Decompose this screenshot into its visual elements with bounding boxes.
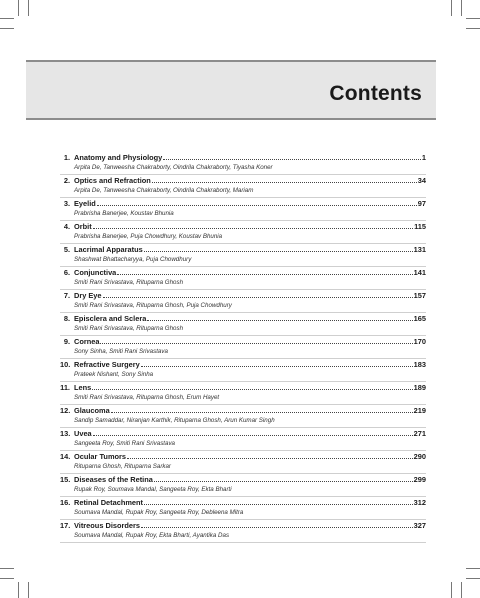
chapter-number: 14. — [60, 452, 71, 461]
toc-entry[interactable] — [60, 290, 426, 313]
toc-entry-line — [60, 428, 426, 439]
chapter-authors: Smiti Rani Srivastava, Rituparna Ghosh, Erum Hayet — [74, 394, 220, 401]
chapter-number: 5. — [63, 245, 70, 254]
crop-mark — [18, 582, 19, 598]
toc-entry[interactable] — [60, 405, 426, 428]
chapter-number: 3. — [63, 199, 70, 208]
dot-leader — [92, 389, 412, 390]
toc-entry[interactable] — [60, 359, 426, 382]
toc-entry[interactable] — [60, 221, 426, 244]
page-title: Contents — [329, 82, 422, 105]
page-number[interactable]: 157 — [413, 291, 426, 300]
toc-entry[interactable] — [60, 451, 426, 474]
toc-entry-line — [60, 175, 426, 186]
toc-entry-line — [60, 313, 426, 324]
chapter-title[interactable]: Glaucoma — [74, 406, 110, 415]
dot-leader — [97, 205, 417, 206]
chapter-authors: Smiti Rani Srivastava, Rituparna Ghosh — [74, 325, 184, 332]
chapter-number: 6. — [63, 268, 70, 277]
chapter-authors: Sandip Samaddar, Niranjan Karthik, Rituparna Ghosh, Arun Kumar Singh — [74, 417, 275, 424]
chapter-authors: Prabrisha Banerjee, Koustav Bhunia — [74, 210, 174, 217]
contents-banner — [26, 60, 436, 120]
page-number[interactable]: 1 — [421, 153, 426, 162]
chapter-authors: Rupak Roy, Soumava Mandal, Sangeeta Roy, Ekta Bharti — [74, 486, 232, 493]
crop-mark — [0, 18, 14, 19]
dot-leader — [93, 228, 413, 229]
page-number[interactable]: 271 — [413, 429, 426, 438]
toc-entry-line — [60, 267, 426, 278]
toc-entry-line — [60, 520, 426, 531]
chapter-title[interactable]: Dry Eye — [74, 291, 102, 300]
chapter-title[interactable]: Episclera and Sclera — [74, 314, 147, 323]
chapter-authors: Soumava Mandal, Rupak Roy, Ekta Bharti, Ayantika Das — [74, 532, 230, 539]
table-of-contents — [60, 152, 426, 543]
chapter-authors: Shashwat Bhattacharyya, Puja Chowdhury — [74, 256, 192, 263]
dot-leader — [141, 527, 413, 528]
chapter-title[interactable]: Retinal Detachment — [74, 498, 143, 507]
toc-entry[interactable] — [60, 428, 426, 451]
chapter-title[interactable]: Vitreous Disorders — [74, 521, 140, 530]
chapter-number: 4. — [63, 222, 70, 231]
dot-leader — [147, 320, 412, 321]
chapter-authors: Smiti Rani Srivastava, Rituparna Ghosh — [74, 279, 184, 286]
chapter-number: 13. — [60, 429, 71, 438]
toc-entry[interactable] — [60, 520, 426, 543]
crop-mark — [0, 578, 14, 579]
dot-leader — [163, 159, 421, 160]
dot-leader — [154, 481, 413, 482]
chapter-number: 1. — [63, 153, 70, 162]
chapter-title[interactable]: Optics and Refraction — [74, 176, 151, 185]
chapter-number: 8. — [63, 314, 70, 323]
page-number[interactable]: 327 — [413, 521, 426, 530]
chapter-title[interactable]: Uvea — [74, 429, 92, 438]
crop-mark — [451, 582, 452, 598]
crop-mark — [466, 568, 480, 569]
chapter-authors: Arpita De, Tanweesha Chakraborty, Oindrila Chakraborty, Tiyasha Koner — [74, 164, 273, 171]
toc-entry-line — [60, 382, 426, 393]
dot-leader — [93, 435, 413, 436]
toc-entry[interactable] — [60, 198, 426, 221]
page-number[interactable]: 165 — [413, 314, 426, 323]
chapter-title[interactable]: Cornea — [74, 337, 100, 346]
toc-entry-line — [60, 198, 426, 209]
chapter-authors: Smiti Rani Srivastava, Rituparna Ghosh, Puja Chowdhury — [74, 302, 232, 309]
chapter-title[interactable]: Eyelid — [74, 199, 96, 208]
toc-entry[interactable] — [60, 175, 426, 198]
page-number[interactable]: 189 — [413, 383, 426, 392]
chapter-number: 11. — [60, 383, 70, 392]
crop-mark — [461, 582, 462, 598]
toc-entry[interactable] — [60, 474, 426, 497]
page-number[interactable]: 131 — [413, 245, 426, 254]
page-number[interactable]: 183 — [413, 360, 426, 369]
toc-entry[interactable] — [60, 336, 426, 359]
toc-entry[interactable] — [60, 497, 426, 520]
toc-entry-line — [60, 405, 426, 416]
toc-entry-line — [60, 290, 426, 301]
chapter-title[interactable]: Orbit — [74, 222, 92, 231]
toc-entry[interactable] — [60, 267, 426, 290]
dot-leader — [141, 366, 413, 367]
page-number[interactable]: 170 — [413, 337, 426, 346]
toc-entry[interactable] — [60, 244, 426, 267]
page-number[interactable]: 97 — [417, 199, 426, 208]
chapter-authors: Sangeeta Roy, Smiti Rani Srivastava — [74, 440, 175, 447]
page-number[interactable]: 299 — [413, 475, 426, 484]
dot-leader — [117, 274, 412, 275]
chapter-title[interactable]: Refractive Surgery — [74, 360, 140, 369]
page-number[interactable]: 141 — [413, 268, 426, 277]
toc-entry[interactable] — [60, 382, 426, 405]
crop-mark — [466, 18, 480, 19]
chapter-number: 16. — [60, 498, 71, 507]
chapter-authors: Sony Sinha, Smiti Rani Srivastava — [74, 348, 168, 355]
dot-leader — [152, 182, 417, 183]
toc-entry[interactable] — [60, 313, 426, 336]
page-number[interactable]: 115 — [414, 222, 426, 231]
toc-entry-line — [60, 497, 426, 508]
chapter-authors: Rituparna Ghosh, Rituparna Sarkar — [74, 463, 171, 470]
chapter-title[interactable]: Lens — [74, 383, 92, 392]
toc-entry-line — [60, 474, 426, 485]
toc-entry-line — [60, 359, 426, 370]
chapter-number: 17. — [60, 521, 71, 530]
crop-mark — [18, 0, 19, 16]
dot-leader — [111, 412, 413, 413]
crop-mark — [461, 0, 462, 16]
chapter-number: 2. — [63, 176, 70, 185]
dot-leader — [144, 504, 413, 505]
chapter-title[interactable]: Ocular Tumors — [74, 452, 127, 461]
toc-entry[interactable] — [60, 152, 426, 175]
chapter-authors: Soumava Mandal, Rupak Roy, Sangeeta Roy, Debleena Mitra — [74, 509, 244, 516]
crop-mark — [466, 578, 480, 579]
crop-mark — [466, 28, 480, 29]
chapter-authors: Prateek Nishant, Sony Sinha — [74, 371, 154, 378]
page-number[interactable]: 34 — [417, 176, 426, 185]
chapter-number: 10. — [60, 360, 71, 369]
chapter-number: 9. — [63, 337, 70, 346]
toc-entry-line — [60, 244, 426, 255]
crop-mark — [28, 582, 29, 598]
chapter-title[interactable]: Conjunctiva — [74, 268, 117, 277]
toc-entry-line — [60, 336, 426, 347]
chapter-number: 12. — [60, 406, 71, 415]
page-number[interactable]: 312 — [413, 498, 426, 507]
chapter-title[interactable]: Diseases of the Retina — [74, 475, 153, 484]
page-number[interactable]: 290 — [413, 452, 426, 461]
dot-leader — [127, 458, 413, 459]
page-number[interactable]: 219 — [413, 406, 426, 415]
chapter-authors: Arpita De, Tanweesha Chakraborty, Oindrila Chakraborty, Mariam — [74, 187, 254, 194]
dot-leader — [103, 297, 413, 298]
toc-entry-line — [60, 451, 426, 462]
dot-leader — [144, 251, 413, 252]
chapter-number: 15. — [60, 475, 71, 484]
chapter-authors: Prabrisha Banerjee, Puja Chowdhury, Koustav Bhunia — [74, 233, 223, 240]
crop-mark — [0, 568, 14, 569]
toc-entry-line — [60, 221, 426, 232]
chapter-title[interactable]: Anatomy and Physiology — [74, 153, 163, 162]
chapter-number: 7. — [63, 291, 70, 300]
crop-mark — [0, 28, 14, 29]
dot-leader — [100, 343, 412, 344]
crop-mark — [451, 0, 452, 16]
toc-entry-line — [60, 152, 426, 163]
chapter-title[interactable]: Lacrimal Apparatus — [74, 245, 143, 254]
crop-mark — [28, 0, 29, 16]
